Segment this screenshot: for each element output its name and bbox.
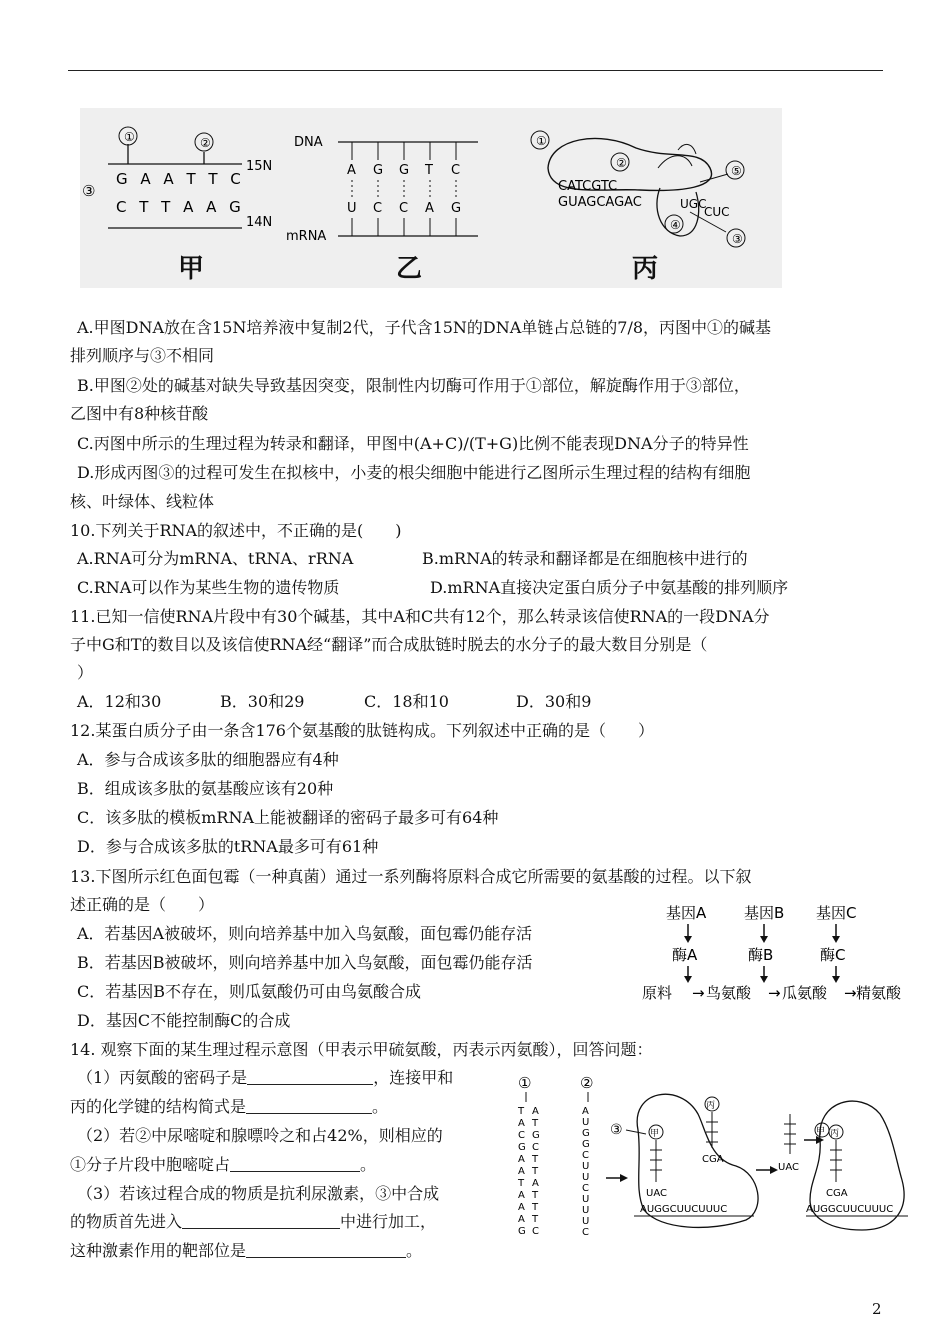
q11-option-a: A．12和30 [77, 692, 162, 711]
q14-diagram-circle-2: ② [580, 1074, 594, 1092]
gene-b-label: 基因B [744, 904, 785, 922]
svg-text:→: → [692, 984, 705, 1002]
chain-citrulline: 瓜氨酸 [782, 984, 828, 1002]
q14-diagram-bing-1: 丙 [706, 1101, 716, 1111]
strand1-left-base: G [518, 1226, 526, 1237]
q14-blank-bond[interactable] [246, 1095, 372, 1114]
q14-part2-line2 [70, 1151, 376, 1179]
strand1-left-base: C [518, 1130, 525, 1141]
q10-option-d: D.mRNA直接决定蛋白质分子中氨基酸的排列顺序 [430, 578, 789, 597]
enzyme-a-label: 酶A [672, 946, 698, 964]
q14-blank-target[interactable] [246, 1239, 406, 1258]
strand1-left-base: G [518, 1142, 526, 1153]
yi-rna-base: C [373, 201, 383, 216]
q14-p1-text-c: 丙的化学键的结构简式是 [70, 1097, 247, 1116]
bing-circle-1: ① [536, 134, 547, 148]
q14-diagram-mrna-1: AUGGCUUCUUUC [640, 1204, 728, 1215]
strand2-base: G [582, 1139, 590, 1150]
jia-15n: 15N [246, 159, 273, 174]
q14-part1-line2 [70, 1093, 388, 1121]
strand1-left-base: A [518, 1154, 525, 1165]
q12-option-b: B．组成该多肽的氨基酸应该有20种 [77, 779, 334, 798]
figure-label-jia: 甲 [178, 254, 205, 284]
q9-option-a-line2: 排列顺序与③不相同 [70, 346, 215, 365]
translation-process-diagram [510, 1070, 910, 1256]
figure-bing [531, 131, 745, 247]
jia-circle-3: ③ [82, 182, 96, 200]
strand1-left-base: T [518, 1106, 525, 1117]
q11-stem-line2: 子中G和T的数目以及该信使RNA经“翻译”而合成肽链时脱去的水分子的最大数目分别是（ [70, 635, 708, 654]
bing-circle-5: ⑤ [731, 164, 742, 178]
q10-option-c: C.RNA可以作为某些生物的遗传物质 [77, 578, 340, 597]
q13-option-c: C．若基因B不存在，则瓜氨酸仍可由鸟氨酸合成 [77, 982, 422, 1001]
figure-label-yi: 乙 [396, 254, 423, 284]
q14-diagram-circle-1: ① [518, 1074, 532, 1092]
strand2-base: U [582, 1117, 590, 1128]
q14-diagram-mrna-2: AUGGCUUCUUUC [806, 1204, 894, 1215]
q14-diagram-jia-1: 甲 [650, 1129, 660, 1139]
gene-a-label: 基因A [666, 904, 707, 922]
strand2-base: U [582, 1161, 590, 1172]
q14-part1-line1 [77, 1064, 453, 1092]
enzyme-pathway-diagram [640, 898, 908, 1004]
q13-option-d: D．基因C不能控制酶C的合成 [77, 1011, 291, 1030]
q14-blank-codon[interactable] [247, 1066, 373, 1085]
yi-dna-base: G [373, 163, 384, 178]
chain-ornithine: 鸟氨酸 [706, 984, 752, 1002]
q14-diagram-bing-2: 丙 [830, 1129, 840, 1139]
strand1-left-base: A [518, 1202, 525, 1213]
jia-14n: 14N [246, 215, 273, 230]
strand1-right-base: T [532, 1202, 539, 1213]
q13-option-b: B．若基因B被破坏，则向培养基中加入鸟氨酸，面包霉仍能存活 [77, 953, 533, 972]
q14-diagram-jia-2: 甲 [816, 1127, 826, 1137]
yi-dna-base: A [347, 163, 356, 178]
yi-rna-base: U [347, 201, 357, 216]
figure-strip-dna [80, 108, 782, 288]
strand2-base: C [582, 1150, 589, 1161]
strand1-right-base: A [532, 1106, 539, 1117]
strand1-left-base: A [518, 1118, 525, 1129]
svg-text:→: → [844, 984, 857, 1002]
strand1-right-base: C [532, 1142, 539, 1153]
yi-rna-base: G [451, 201, 462, 216]
q9-option-d-line2: 核、叶绿体、线粒体 [70, 492, 215, 511]
q14-part3-line1: （3）若该过程合成的物质是抗利尿激素，③中合成 [77, 1184, 440, 1203]
strand1-right-base: A [532, 1178, 539, 1189]
q14-diagram-circle-3: ③ [610, 1122, 623, 1138]
page-number: 2 [872, 1300, 882, 1318]
q14-p3-text-e: 。 [406, 1241, 423, 1260]
jia-bottom-strand: C T T A A G [116, 198, 245, 216]
q14-diagram-anticodon-uac-2: UAC [778, 1162, 799, 1173]
bing-circle-4: ④ [670, 218, 681, 232]
bing-seq3: UGC [680, 197, 707, 211]
figure-label-bing: 丙 [632, 254, 659, 284]
q10-stem: 10.下列关于RNA的叙述中，不正确的是( ) [70, 521, 402, 540]
bing-circle-3: ③ [732, 232, 743, 246]
q14-blank-cytosine[interactable] [230, 1153, 360, 1172]
enzyme-c-label: 酶C [820, 946, 846, 964]
svg-text:→: → [768, 984, 781, 1002]
strand1-right-base: T [532, 1166, 539, 1177]
yi-dna-base: C [451, 163, 461, 178]
q10-option-b: B.mRNA的转录和翻译都是在细胞核中进行的 [422, 549, 748, 568]
q14-part2-line1: （2）若②中尿嘧啶和腺嘌呤之和占42%，则相应的 [77, 1126, 443, 1145]
q14-p2-text-b: ①分子片段中胞嘧啶占 [70, 1155, 231, 1174]
strand1-left-base: A [518, 1190, 525, 1201]
header-rule [68, 70, 883, 71]
strand2-base: U [582, 1216, 590, 1227]
strand1-right-base: T [532, 1118, 539, 1129]
q13-option-a: A．若基因A被破坏，则向培养基中加入鸟氨酸，面包霉仍能存活 [77, 924, 533, 943]
q14-part3-line3 [70, 1237, 422, 1265]
gene-c-label: 基因C [816, 904, 857, 922]
q9-option-d-line1: D.形成丙图③的过程可发生在拟核中，小麦的根尖细胞中能进行乙图所示生理过程的结构有细胞 [77, 463, 751, 482]
strand1-left-base: A [518, 1214, 525, 1225]
strand2-base: U [582, 1194, 590, 1205]
q9-option-b-line2: 乙图中有8种核苷酸 [70, 404, 209, 423]
q10-option-a: A.RNA可分为mRNA、tRNA、rRNA [77, 549, 354, 568]
jia-top-strand: G A A T T C [116, 170, 245, 188]
q14-p3-text-c: 中进行加工， [340, 1212, 437, 1231]
strand2-base: U [582, 1172, 590, 1183]
yi-mrna-label: mRNA [286, 229, 327, 244]
chain-arginine: 精氨酸 [856, 984, 902, 1002]
strand1-left-base: A [518, 1166, 525, 1177]
q9-option-b-line1: B.甲图②处的碱基对缺失导致基因突变，限制性内切酶可作用于①部位，解旋酶作用于③部位， [77, 376, 750, 395]
q14-p2-text-c: 。 [360, 1155, 377, 1174]
q13-stem-line1: 13.下图所示红色面包霉（一种真菌）通过一系列酶将原料合成它所需要的氨基酸的过程。以下叙 [70, 867, 752, 886]
q9-option-c: C.丙图中所示的生理过程为转录和翻译，甲图中(A+C)/(T+G)比例不能表现DNA分子的特异性 [77, 434, 749, 453]
strand1-right-base: G [532, 1130, 540, 1141]
q9-option-a-line1: A.甲图DNA放在含15N培养液中复制2代，子代含15N的DNA单链占总链的7/8，丙图中①的碱基 [77, 318, 772, 337]
q11-option-d: D．30和9 [516, 692, 592, 711]
strand1-right-base: T [532, 1214, 539, 1225]
strand1-right-base: C [532, 1226, 539, 1237]
q14-stem: 14. 观察下面的某生理过程示意图（甲表示甲硫氨酸，丙表示丙氨酸），回答问题： [70, 1040, 653, 1059]
q11-option-b: B．30和29 [220, 692, 305, 711]
jia-circle-2: ② [200, 136, 211, 150]
q14-diagram-anticodon-uac-1: UAC [646, 1188, 667, 1199]
q11-stem-line3: ） [77, 663, 94, 682]
figure-yi [286, 135, 478, 244]
yi-dna-base: G [399, 163, 410, 178]
strand2-base: C [582, 1227, 589, 1238]
bing-seq4: CUC [704, 205, 730, 219]
q14-part3-line2 [70, 1208, 436, 1236]
q13-stem-line2: 述正确的是（ ） [70, 895, 215, 914]
q14-p1-text-d: 。 [372, 1097, 389, 1116]
strand1-left-base: T [518, 1178, 525, 1189]
q12-option-c: C．该多肽的模板mRNA上能被翻译的密码子最多可有64种 [77, 808, 499, 827]
strand2-base: G [582, 1128, 590, 1139]
strand2-base: U [582, 1205, 590, 1216]
bing-circle-2: ② [616, 156, 627, 170]
figure-jia [82, 127, 272, 230]
q11-stem-line1: 11.已知一信使RNA片段中有30个碱基，其中A和C共有12个，那么转录该信使RNA的一段DNA分 [70, 607, 770, 626]
q14-blank-organelle[interactable] [182, 1210, 340, 1229]
q11-option-c: C．18和10 [364, 692, 449, 711]
yi-dna-base: T [425, 163, 433, 178]
jia-circle-1: ① [124, 130, 135, 144]
q14-diagram-anticodon-cga-2: CGA [826, 1188, 848, 1199]
q12-stem: 12.某蛋白质分子由一条含176个氨基酸的肽链构成。下列叙述中正确的是（ ） [70, 721, 654, 740]
q14-p3-text-b: 的物质首先进入 [70, 1212, 183, 1231]
yi-rna-base: A [425, 201, 434, 216]
strand1-right-base: T [532, 1190, 539, 1201]
strand2-base: A [582, 1106, 589, 1117]
q14-diagram-anticodon-cga-1: CGA [702, 1154, 724, 1165]
q14-p3-text-d: 这种激素作用的靶部位是 [70, 1241, 247, 1260]
q14-p1-text-a: （1）丙氨酸的密码子是 [77, 1068, 248, 1087]
q12-option-d: D．参与合成该多肽的tRNA最多可有61种 [77, 837, 379, 856]
chain-raw-material: 原料 [642, 984, 673, 1002]
yi-rna-base: C [399, 201, 409, 216]
q14-p1-text-b: ，连接甲和 [373, 1068, 454, 1087]
yi-dna-label: DNA [294, 135, 323, 150]
enzyme-b-label: 酶B [748, 946, 774, 964]
bing-seq1: CATCGTC [558, 179, 618, 194]
strand2-base: C [582, 1183, 589, 1194]
q12-option-a: A．参与合成该多肽的细胞器应有4种 [77, 750, 339, 769]
bing-seq2: GUAGCAGAC [558, 195, 642, 210]
strand1-right-base: T [532, 1154, 539, 1165]
